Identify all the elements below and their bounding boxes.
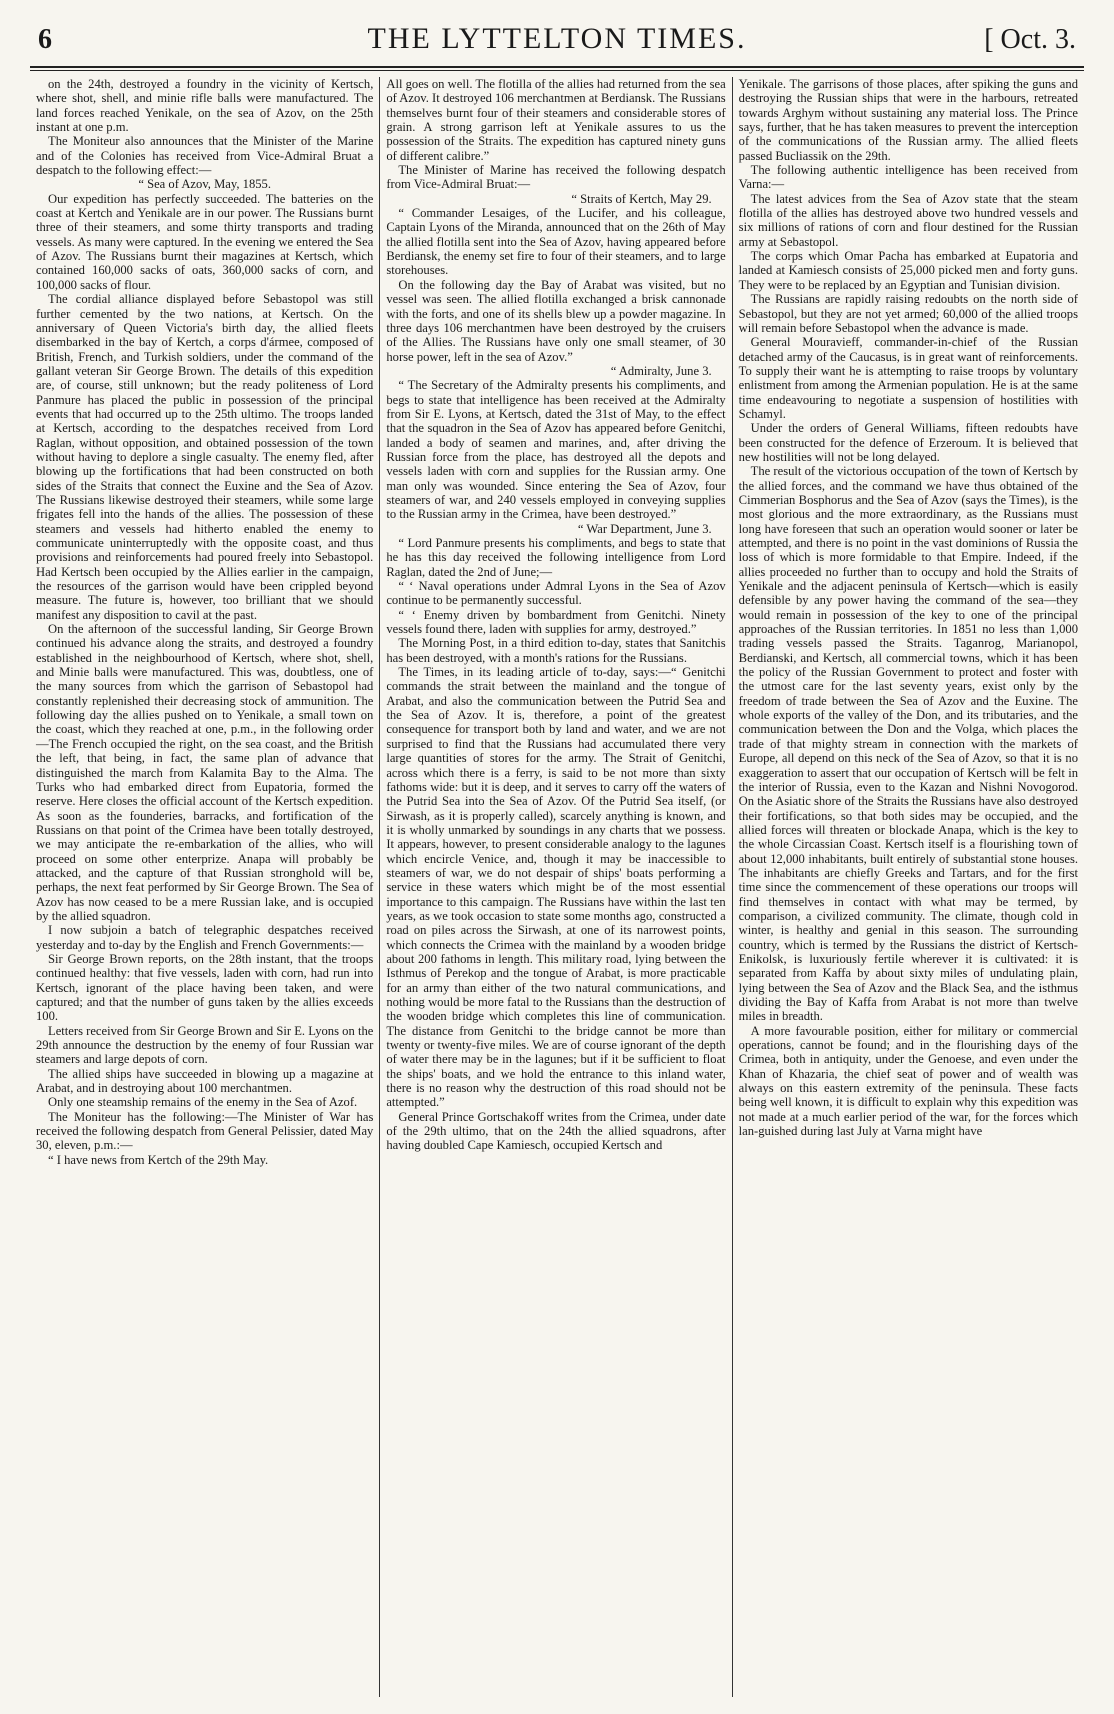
paragraph: The Minister of Marine has received the following despatch from Vice-Admiral Bruat:— [386,163,726,192]
paragraph: Sir George Brown reports, on the 28th instant, that the troops continued healthy: that five vessels, laden with corn, had run into Kertsch, ignorant of the place having been taken, and were captured; and that the number of guns taken by the allies exceeds 100. [36,951,374,1024]
paragraph: Yenikale. The garrisons of those places, after spiking the guns and destroying the Russian ships that were in the harbours, retreated towards Arghym without sustaining any material loss. The Prince says, further, that he has taken measures to prevent the interception of the communications of the Russian army. The allied fleets passed Bucliassik on the 29th. [738,77,1078,163]
issue-date: [ Oct. 3. [984,24,1076,55]
paragraph: “ Commander Lesaiges, of the Lucifer, and his colleague, Captain Lyons of the Miranda, announced that on the 26th of May the allied flotilla sent into the Sea of Azov, having appeared before Berdiansk, the enemy set fire to four of their steamers, and to large storehouses. [386,206,726,278]
paragraph: Under the orders of General Williams, fifteen redoubts have been constructed for the defence of Erzeroum. It is believed that new hostilities will not be long delayed. [738,421,1078,464]
masthead-rule-thin [30,70,1084,71]
paragraph: The latest advices from the Sea of Azov state that the steam flotilla of the allies has destroyed above two hundred vessels and six millions of rations of corn and flour destined for the Russian army at Sebastopol. [738,191,1078,249]
paragraph: General Mouravieff, commander-in-chief of the Russian detached army of the Caucasus, is in great want of reinforcements. To supply their want he is attempting to raise troops by voluntary enlistment from among the Armenian population. He is at the same time endeavouring to negotiate a suspension of hostilities with Schamyl. [738,335,1078,421]
dateline: “ Straits of Kertch, May 29. [571,191,712,206]
paragraph: The cordial alliance displayed before Sebastopol was still further cemented by the two nations, at Kertsch. On the anniversary of Queen Victoria's birth day, the allied fleets disembarked in the bay of Kertch, a corps d'ármee, composed of British, French, and Turkish soldiers, under the command of the gallant veteran Sir George Brown. The details of this expedition are, of course, still unknown; but the ready politeness of Lord Panmure has placed the public in possession of the principal events that had occurred up to the 25th ultimo. The troops landed at Kertsch, according to the despatches received from Lord Raglan, without opposition, and obtained possession of the town without having to deplore a single casualty. The enemy fled, after blowing up the fortifications that had been constructed on both sides of the Straits that connect the Euxine and the Sea of Azov. The Russians likewise destroyed their steamers, while some large frigates fell into the hands of the allies. The possession of these steamers and vessels had hitherto enabled the enemy to communicate uninterruptedly with the opposite coast, and thus provisions and reinforcements had poured freely into Sebastopol. Had Kertsch been occupied by the Allies earlier in the campaign, the resources of the garrison would have been crippled beyond measure. The future is, however, too brilliant that we should manifest any disposition to cavil at the past. [36,292,374,622]
paragraph: On the following day the Bay of Arabat was visited, but no vessel was seen. The allied flotilla exchanged a brisk cannonade with the forts, and one of its shells blew up a powder magazine. In three days 106 merchantmen have been destroyed by the cruisers of the Allies. The Russians have only one small steamer, of 30 horse power, left in the sea of Azov.” [386,277,726,364]
paragraph: “ I have news from Kertch of the 29th May. [48,1152,269,1167]
column-1 [30,77,379,1697]
paragraph: Only one steamship remains of the enemy in the Sea of Azof. [48,1095,358,1110]
paragraph: On the afternoon of the successful landing, Sir George Brown continued his advance along the straits, and destroyed a foundry established in the neighbourhood of Kertsch, where shot, shell, and Minie balls were manufactured. This was, doubtless, one of the many sources from which the garrison of Sebastopol had constantly replenished their decreasing stock of ammunition. The following day the allies pushed on to Yenikale, a small town on the coast, which they reached at one, p.m., in the following order —The French occupied the right, on the sea coast, and the British the left, that being, in fact, the same plan of advance that distinguished the march from Kalamita Bay to the Alma. The Turks who had embarked direct from Eupatoria, formed the reserve. Here closes the official account of the Kertsch expedition. As soon as the founderies, barracks, and fortification of the Russians on that point of the Crimea have been totally destroyed, we may anticipate the re-embarkation of the allies, who will proceed on some other enterprize. Anapa will probably be attacked, and the capture of that Russian stronghold will be, perhaps, the next feat performed by Sir George Brown. The Sea of Azov has now ceased to be a mere Russian lake, and is occupied by the allied squadron. [36,622,374,923]
paragraph: All goes on well. The flotilla of the allies had returned from the sea of Azov. It destroyed 106 merchantmen at Berdiansk. The Russians themselves burnt four of their steamers and considerable stores of grain. A strong garrison left at Yenikale assures to us the possession of the Straits. The expedition has captured ninety guns of different calibre.” [386,77,726,163]
column-2 [380,77,731,1697]
paragraph: Our expedition has perfectly succeeded. The batteries on the coast at Kertch and Yenikale are in our power. The Russians burnt three of their steamers, and some thirty transports and trading vessels. As many were captured. In the evening we entered the Sea of Azov. The Russians burnt their magazines at Kertsch, which contained 160,000 sacks of oats, 360,000 sacks of corn, and 100,000 sacks of flour. [36,191,374,292]
paragraph: A more favourable position, either for military or commercial operations, cannot be found; and in the flourishing days of the Crimea, both in antiquity, under the Genoese, and even under the Khan of Khazaria, the chief seat of power and of wealth was always on this eastern extremity of the peninsula. These facts being well known, it is difficult to explain why this expedition was not made at a much earlier period of the war, for the forces which lan-guished during last July at Varna might have [738,1023,1078,1139]
dateline: “ Admiralty, June 3. [610,363,712,378]
paragraph: The allied ships have succeeded in blowing up a magazine at Arabat, and in destroying about 100 merchantmen. [36,1066,374,1096]
dateline: “ War Department, June 3. [577,521,712,536]
paragraph: The Moniteur also announces that the Minister of the Marine and of the Colonies has received from Vice-Admiral Bruat a despatch to the following effect:— [36,134,374,178]
paragraph: Letters received from Sir George Brown and Sir E. Lyons on the 29th announce the destruction by the enemy of four Russian war steamers and large depots of corn. [36,1023,374,1067]
article-columns [30,77,1084,1697]
paragraph: “ ‘ Naval operations under Admral Lyons in the Sea of Azov continue to be permanently successful. [386,579,726,608]
paragraph: “ ‘ Enemy driven by bombardment from Genitchi. Ninety vessels found there, laden with supplies for army, destroyed.” [386,607,726,637]
page-number: 6 [38,24,52,55]
paragraph: “ The Secretary of the Admiralty presents his compliments, and begs to state that intelligence has been received at the Admiralty from Sir E. Lyons, at Kertsch, dated the 31st of May, to the effect that the squadron in the Sea of Azov has appeared before Genitchi, landed a body of seamen and marines, and, after driving the Russian force from the place, has destroyed all the depots and vessels laden with corn and supplies for the Russian army. One man only was wounded. Since entering the Sea of Azov, four steamers of war, and 240 vessels employed in conveying supplies to the Russian army in the Crimea, have been destroyed.” [386,378,726,522]
paragraph: on the 24th, destroyed a foundry in the vicinity of Kertsch, where shot, shell, and minie rifle balls were manufactured. The land forces reached Yenikale, on the sea of Azov, on the 25th instant at one p.m. [36,77,374,135]
paragraph: I now subjoin a batch of telegraphic despatches received yesterday and to-day by the English and French Governments:— [36,923,374,952]
paragraph: The corps which Omar Pacha has embarked at Eupatoria and landed at Kamiesch consists of 25,000 picked men and forty guns. They were to be replaced by an Egyptian and Tunisian division. [738,249,1078,292]
paragraph: The result of the victorious occupation of the town of Kertsch by the allied forces, and the command we have thus obtained of the Cimmerian Bosphorus and the Sea of Azov (says the Times), is the most glorious and the more extraordinary, as the Russians must long have foreseen that such an operation would sooner or later be attempted, and there is no point in the vast dominions of Russia the loss of which is more formidable to that Empire. Indeed, if the allies proceeded no further than to occupy and hold the Straits of Yenikale and the adjacent peninsula of Kertsch—which is easily defensible by any power having the command of the sea—they would remain in possession of the key to one of the principal approaches of the Russian territories. In 1851 no less than 1,000 trading vessels passed the Straits. Taganrog, Marianopol, Berdianski, and Kertsch, all commercial towns, which it has been the policy of the Russian Government to protect and foster with the utmost care for the last seventy years, exist only by the freedom of trade between the Sea of Azov and the Euxine. The whole exports of the valley of the Don, and its tributaries, and the communication between the Don and the Volga, which places the trade of that mighty stream in connection with the markets of Europe, all depend on this neck of the Sea of Azov, so that it is no exaggeration to assert that our occupation of Kertsch will be felt in the interior of Russia, even to the Kazan and Nishni Novogorod. On the Asiatic shore of the Straits the Russians have also destroyed their fortifications, so that both sides may be occupied, and the allied forces will threaten or blockade Anapa, which is the key to the whole Circassian Coast. Kertsch itself is a flourishing town of about 12,000 inhabitants, built entirely of substantial stone houses. The inhabitants are chiefly Greeks and Tartars, and for the first time since the commencement of these operations our troops will find themselves in contact with what may be termed, by comparison, a civilized community. The climate, though cold in winter, is healthy and genial in this season. The surrounding country, which is termed by the Russians the district of Kertsch-Enikolsk, is luxuriously fertile wherever it is cultivated: it is separated from Kaffa by about sixty miles of undulating plain, lying between the Sea of Azov and the Black Sea, and the isthmus dividing the Bay of Kaffa from Arabat is not more than twelve miles in breadth. [738,464,1078,1024]
column-3 [733,77,1084,1697]
paragraph: The Morning Post, in a third edition to-day, states that Sanitchis has been destroyed, with a month's rations for the Russians. [386,636,726,665]
dateline: “ Sea of Azov, May, 1855. [138,177,271,192]
masthead [30,18,1084,64]
newspaper-title: THE LYTTELTON TIMES. [367,22,747,55]
paragraph: General Prince Gortschakoff writes from the Crimea, under date of the 29th ultimo, that on the 24th the allied squadrons, after having doubled Cape Kamiesch, occupied Kertsch and [386,1109,726,1153]
masthead-rule [30,66,1084,68]
paragraph: The Russians are rapidly raising redoubts on the north side of Sebastopol, but they are not yet armed; 60,000 of the allied troops will remain before Sebastopol when the advance is made. [738,292,1078,335]
paragraph: The Times, in its leading article of to-day, says:—“ Genitchi commands the strait between the mainland and the tongue of Arabat, and also the communication between the Putrid Sea and the Sea of Azov. It is, therefore, a point of the greatest consequence for transport both by land and water, and we are not surprised to find that the Russians had accumulated there very large quantities of stores for the army. The Strait of Genitchi, across which there is a ferry, is said to be not more than sixty fathoms wide: but it is deep, and it serves to carry off the waters of the Putrid Sea into the Sea of Azov. Of the Putrid Sea itself, (or Sirwash, as it is properly called), scarcely anything is known, and it is wholly unmarked by soundings in any charts that we possess. It appears, however, to present considerable analogy to the lagunes which encircle Venice, and, though it may be inaccessible to steamers of war, we do not despair of ships' boats performing a service in these waters which might be of the most essential importance to this campaign. The Russians have within the last ten years, as we took occasion to state some months ago, constructed a road on piles across the Sirwash, at one of its narrowest points, which connects the Crimea with the mainland by a wooden bridge about 200 fathoms in length. This military road, lying between the Isthmus of Perekop and the tongue of Arabat, is more practicable for an army than either of the two natural communications, and nothing would be more fatal to the Russians than the destruction of the wooden bridge which completes this line of communication. The distance from Genitchi to the bridge cannot be more than twenty or twenty-five miles. We are of course ignorant of the depth of water there may be in the lagunes; but if it be sufficient to float the ships' boats, and we hold the entrance to this inland water, there is no reason why the destruction of this road should not be attempted.” [386,665,726,1110]
paragraph: The following authentic intelligence has been received from Varna:— [738,163,1078,192]
paragraph: “ Lord Panmure presents his compliments, and begs to state that he has this day received the following intelligence from Lord Raglan, dated the 2nd of June;— [386,536,726,579]
paragraph: The Moniteur has the following:—The Minister of War has received the following despatch from General Pelissier, dated May 30, eleven, p.m.:— [36,1109,374,1153]
